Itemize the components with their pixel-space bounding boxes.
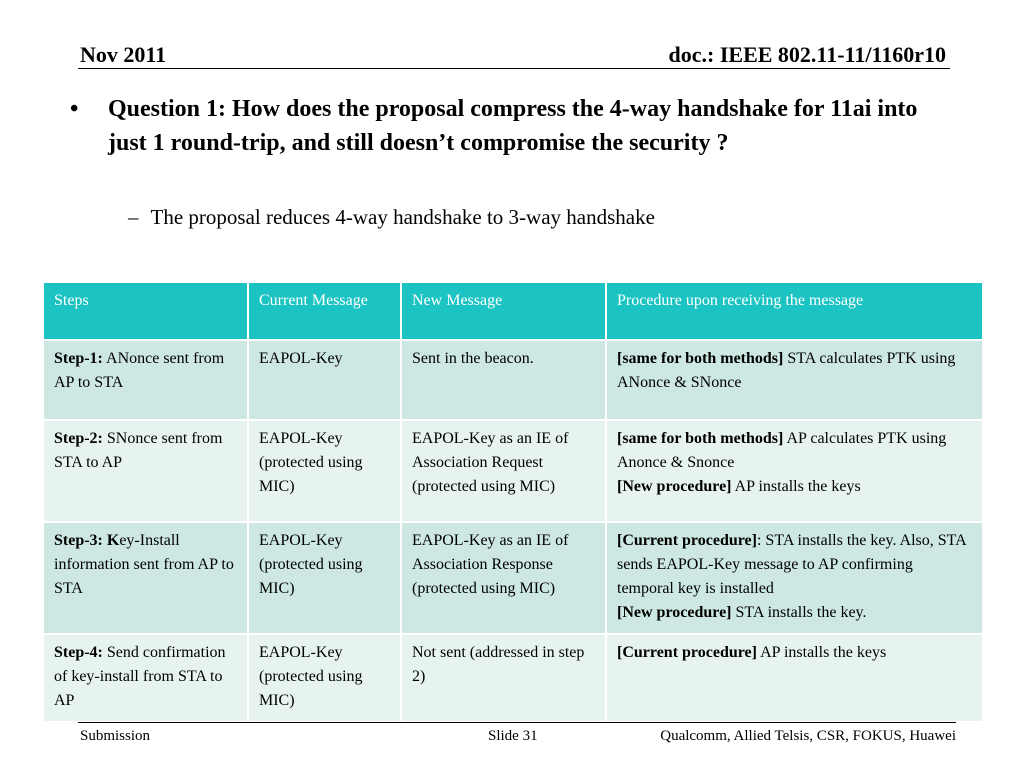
step-label: Step-1: xyxy=(54,350,103,367)
table-row xyxy=(43,522,983,634)
table-row xyxy=(43,634,983,722)
header-procedure: Procedure upon receiving the message xyxy=(606,282,983,340)
step-label: Step-2: xyxy=(54,430,103,447)
procedure-tag: [same for both methods] xyxy=(617,350,784,367)
footer-authors: Qualcomm, Allied Telsis, CSR, FOKUS, Huawei xyxy=(660,728,956,744)
header-current-message: Current Message xyxy=(248,282,401,340)
bullet-dash: – xyxy=(128,205,139,229)
current-message-cell: EAPOL-Key (protected using MIC) xyxy=(248,634,401,722)
handshake-table xyxy=(42,281,984,723)
new-message-line: (protected using MIC) xyxy=(412,580,556,597)
footer-submission: Submission xyxy=(80,728,151,744)
step-cell xyxy=(43,522,248,634)
procedure-text: : STA installs the key. Also, STA sends EAPOL-Key message to AP confirming temporal key is installed xyxy=(617,532,966,597)
procedure-cell xyxy=(606,420,983,522)
answer-text: The proposal reduces 4-way handshake to 3-way handshake xyxy=(150,205,655,229)
header-date: Nov 2011 xyxy=(80,42,167,67)
new-message-cell: Not sent (addressed in step 2) xyxy=(401,634,606,722)
procedure-text: AP calculates PTK using Anonce & Snonce xyxy=(617,430,947,471)
procedure-tag: [same for both methods] xyxy=(617,430,784,447)
procedure-cell xyxy=(606,340,983,420)
procedure-cell xyxy=(606,634,983,722)
header-steps: Steps xyxy=(43,282,248,340)
question-bullet xyxy=(70,92,930,160)
procedure-text: STA installs the key. xyxy=(731,604,867,621)
procedure-tag: [New procedure] xyxy=(617,478,732,495)
step-cell xyxy=(43,340,248,420)
header-divider xyxy=(78,68,950,69)
procedure-cell xyxy=(606,522,983,634)
new-message-cell: Sent in the beacon. xyxy=(401,340,606,420)
question-text: Question 1: How does the proposal compress the 4-way handshake for 11ai into just 1 round-trip, and still doesn’t compromise the security ? xyxy=(108,96,918,156)
step-cell xyxy=(43,634,248,722)
header-doc-id: doc.: IEEE 802.11-11/1160r10 xyxy=(668,42,946,67)
step-cell xyxy=(43,420,248,522)
step-label: Step-3: K xyxy=(54,532,120,549)
current-message-cell: EAPOL-Key xyxy=(248,340,401,420)
step-description: ey-Install information sent from AP to STA xyxy=(54,532,234,597)
procedure-text: AP installs the keys xyxy=(756,644,887,661)
procedure-tag: [Current procedure] xyxy=(617,644,757,661)
procedure-text: AP installs the keys xyxy=(731,478,861,495)
current-message-cell: EAPOL-Key (protected using MIC) xyxy=(248,522,401,634)
procedure-text: STA calculates PTK using ANonce & SNonce xyxy=(617,350,956,391)
footer-divider xyxy=(78,722,956,723)
new-message-cell: EAPOL-Key as an IE of Association Request (protected using MIC) xyxy=(401,420,606,522)
step-description: ANonce sent from AP to STA xyxy=(54,350,225,391)
current-message-cell: EAPOL-Key (protected using MIC) xyxy=(248,420,401,522)
bullet-dot: • xyxy=(70,96,79,122)
table-header-row xyxy=(43,282,983,340)
procedure-tag: [Current procedure] xyxy=(617,532,757,549)
step-label: Step-4: xyxy=(54,644,103,661)
header-new-message: New Message xyxy=(401,282,606,340)
table-row xyxy=(43,340,983,420)
new-message-line: EAPOL-Key as an IE of Association Response xyxy=(412,532,569,573)
step-description: Send confirmation of key-install from STA to AP xyxy=(54,644,226,709)
procedure-tag: [New procedure] xyxy=(617,604,732,621)
step-description: SNonce sent from STA to AP xyxy=(54,430,223,471)
table-row xyxy=(43,420,983,522)
new-message-cell xyxy=(401,522,606,634)
answer-bullet xyxy=(128,203,655,231)
footer-slide-number: Slide 31 xyxy=(488,728,538,744)
